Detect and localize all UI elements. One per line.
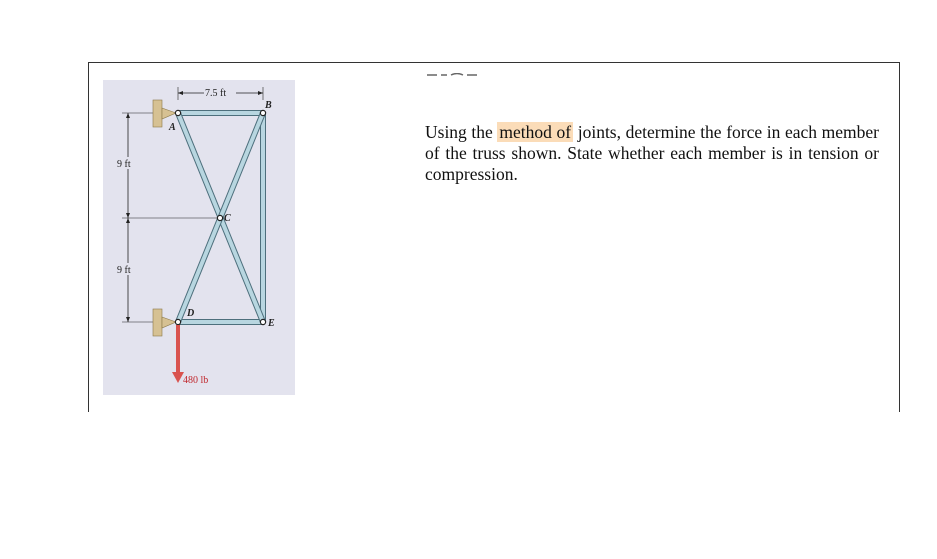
problem-text-before: Using the — [425, 122, 498, 142]
truss-diagram — [103, 80, 295, 395]
dim-upper-label: 9 ft — [117, 159, 131, 170]
support-d — [153, 309, 162, 336]
label-a: A — [169, 122, 176, 133]
highlighted-phrase: method of — [499, 122, 572, 142]
label-b: B — [265, 100, 272, 111]
load-label: 480 lb — [183, 375, 209, 386]
support-a — [153, 100, 162, 127]
problem-text-after: joints, determine the force in each member of the truss shown. State whether each member is in tension or compression. — [425, 122, 879, 184]
truss-figure — [103, 80, 295, 395]
problem-statement — [425, 122, 879, 185]
cropped-heading-fragment — [425, 73, 480, 77]
label-e: E — [268, 318, 275, 329]
dim-lower-label: 9 ft — [117, 265, 131, 276]
label-d: D — [187, 308, 195, 319]
label-c: C — [224, 213, 231, 224]
dim-top-label: 7.5 ft — [205, 88, 227, 99]
